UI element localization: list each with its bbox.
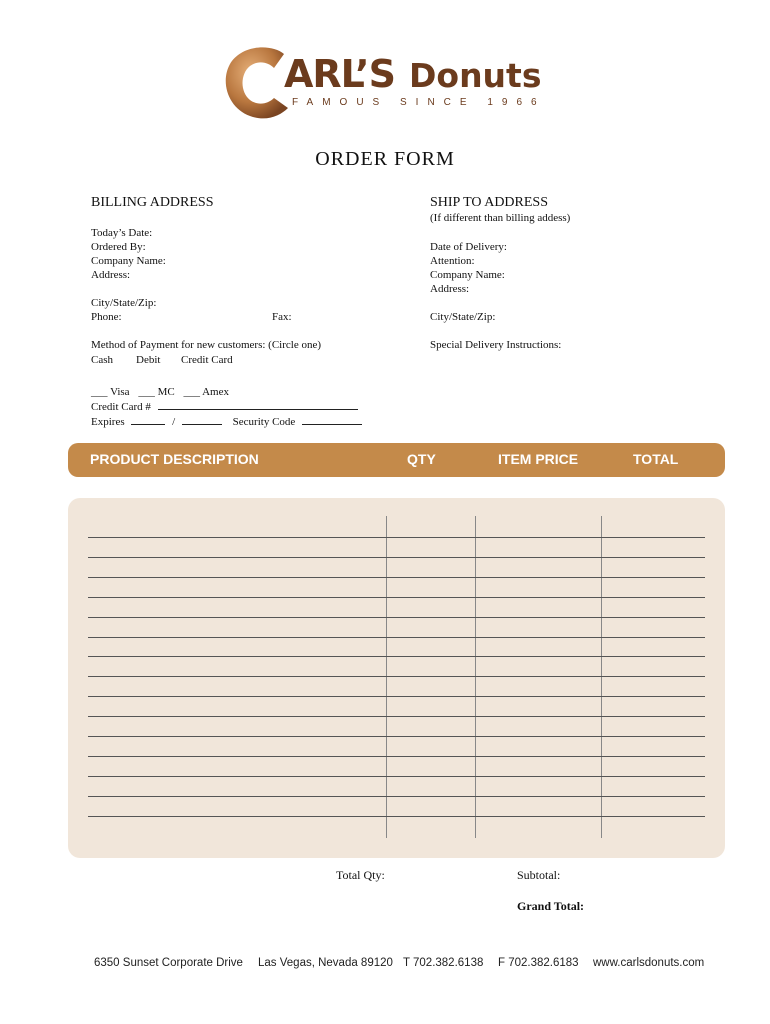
shipping-heading: SHIP TO ADDRESS	[430, 195, 549, 210]
credit-card-row	[91, 400, 358, 414]
table-row-line[interactable]	[88, 716, 705, 717]
table-row-line[interactable]	[88, 537, 705, 538]
expires-label: Expires	[91, 416, 125, 428]
table-row-line[interactable]	[88, 756, 705, 757]
billing-heading: BILLING ADDRESS	[91, 195, 214, 210]
card-type-mc-blank[interactable]: ___	[138, 386, 155, 398]
billing-phone: Phone:	[91, 311, 122, 323]
table-row-line[interactable]	[88, 776, 705, 777]
shipping-note: (If different than billing addess)	[430, 212, 571, 224]
card-type-visa-blank[interactable]: ___	[91, 386, 108, 398]
table-row-line[interactable]	[88, 577, 705, 578]
billing-todays-date: Today’s Date:	[91, 227, 153, 239]
expires-month-field[interactable]	[131, 424, 165, 425]
logo	[222, 40, 552, 125]
table-row-line[interactable]	[88, 637, 705, 638]
security-code-field[interactable]	[302, 424, 362, 425]
footer-website[interactable]: www.carlsdonuts.com	[593, 957, 705, 969]
credit-card-field[interactable]	[158, 409, 358, 410]
shipping-company-name: Company Name:	[430, 269, 505, 281]
table-row-line[interactable]	[88, 597, 705, 598]
logo-brand-second: Donuts	[409, 56, 542, 95]
logo-letter-c	[228, 50, 268, 113]
footer-fax: F 702.382.6183	[498, 957, 579, 969]
expires-slash: /	[172, 416, 176, 428]
logo-brand-main: ARL’S	[284, 52, 395, 96]
footer-address: 6350 Sunset Corporate Drive	[94, 957, 243, 969]
payment-method-label: Method of Payment for new customers: (Circle one)	[91, 339, 322, 351]
table-row-line[interactable]	[88, 736, 705, 737]
header-total: TOTAL	[633, 451, 679, 467]
shipping-date-of-delivery: Date of Delivery:	[430, 241, 507, 253]
shipping-special-instructions: Special Delivery Instructions:	[430, 339, 562, 351]
expires-row	[91, 415, 362, 429]
table-row-line[interactable]	[88, 676, 705, 677]
shipping-attention: Attention:	[430, 255, 475, 267]
card-type-row	[91, 385, 229, 399]
card-type-mc: MC	[157, 386, 175, 398]
shipping-address: Address:	[430, 283, 470, 295]
shipping-city-state-zip: City/State/Zip:	[430, 311, 496, 323]
header-item-price: ITEM PRICE	[498, 451, 579, 467]
payment-option-credit-card[interactable]: Credit Card	[181, 354, 233, 366]
table-row-line[interactable]	[88, 656, 705, 657]
table-row-line[interactable]	[88, 816, 705, 817]
footer-phone: T 702.382.6138	[403, 957, 484, 969]
billing-ordered-by: Ordered By:	[91, 241, 146, 253]
billing-fax: Fax:	[272, 311, 292, 323]
header-qty: QTY	[407, 451, 436, 467]
card-type-visa: Visa	[110, 386, 130, 398]
billing-company-name: Company Name:	[91, 255, 166, 267]
page-title: ORDER FORM	[315, 148, 455, 170]
expires-year-field[interactable]	[182, 424, 222, 425]
payment-option-debit[interactable]: Debit	[136, 354, 161, 366]
payment-option-cash[interactable]: Cash	[91, 354, 113, 366]
header-product-description: PRODUCT DESCRIPTION	[90, 451, 259, 467]
table-row-line[interactable]	[88, 617, 705, 618]
card-type-amex: Amex	[202, 386, 229, 398]
security-code-label: Security Code	[232, 416, 296, 428]
table-row-line[interactable]	[88, 557, 705, 558]
table-row-line[interactable]	[88, 796, 705, 797]
table-row-line[interactable]	[88, 696, 705, 697]
billing-city-state-zip: City/State/Zip:	[91, 297, 157, 309]
grand-total-label: Grand Total:	[517, 899, 585, 913]
subtotal-label: Subtotal:	[517, 868, 561, 882]
billing-address: Address:	[91, 269, 131, 281]
card-type-amex-blank[interactable]: ___	[183, 386, 200, 398]
table-header-bar	[68, 443, 725, 477]
total-qty-label: Total Qty:	[336, 868, 385, 882]
footer-city: Las Vegas, Nevada 89120	[258, 957, 393, 969]
credit-card-label: Credit Card #	[91, 401, 151, 413]
order-table	[68, 498, 725, 858]
logo-tagline: FAMOUS SINCE 1966	[292, 97, 546, 108]
